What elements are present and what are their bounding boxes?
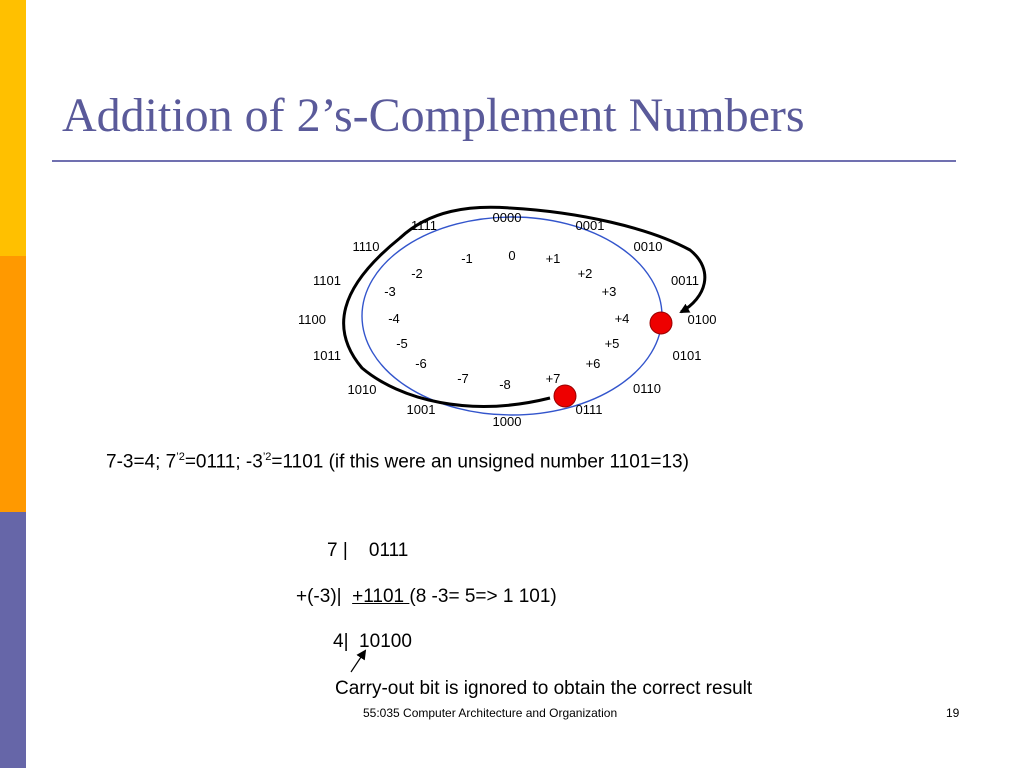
wheel-code-label-10: 1010 [347,382,377,397]
wheel-value-label-14: -2 [411,266,423,281]
calc-row-3: 4| 10100 [333,631,412,652]
wheel-code-label-6: 0110 [633,381,661,396]
wheel-code-label-12: 1100 [298,312,326,327]
wheel-value-label-3: +3 [601,284,617,299]
carry-note: Carry-out bit is ignored to obtain the correct result [335,678,753,699]
slide-title: Addition of 2’s-Complement Numbers [62,89,805,142]
footer-course: 55:035 Computer Architecture and Organization [363,706,618,720]
wheel-value-label-9: -7 [457,371,469,386]
wheel-value-label-12: -4 [388,311,400,326]
wheel-value-label-13: -3 [384,284,396,299]
wheel-code-label-3: 0011 [671,273,699,288]
wheel-value-label-7: +7 [545,371,561,386]
wheel-code-label-0: 0000 [492,210,522,225]
wheel-code-label-5: 0101 [672,348,702,363]
wheel-code-label-9: 1001 [406,402,436,417]
result-marker [650,312,672,334]
wheel-code-label-4: 0100 [687,312,717,327]
calc-row-2-addend: +1101 [352,586,410,607]
start-marker [554,385,576,407]
footer-page-number: 19 [946,706,960,720]
calc-row-1: 7 | 0111 [327,540,409,561]
eq-text-3: =1101 (if this were an unsigned number 1101=13) [271,451,689,473]
eq-text-1: 7-3=4; 7 [106,451,177,473]
eq-sup-2: ’2 [262,451,272,463]
wheel-code-label-1: 0001 [575,218,605,233]
wheel-code-label-8: 1000 [492,414,522,429]
wheel-code-label-13: 1101 [313,273,341,288]
equation-line [106,451,689,473]
calc-row-2-suffix: (8 -3= 5=> 1 101) [409,586,557,607]
wheel-value-label-0: 0 [508,248,516,263]
wheel-code-label-15: 1111 [410,218,438,233]
wheel-value-label-4: +4 [614,311,630,326]
wheel-code-label-14: 1110 [352,239,380,254]
eq-sup-1: ’2 [176,451,185,463]
wheel-code-label-7: 0111 [575,402,603,417]
eq-text-2: =0111; -3 [184,451,263,473]
wheel-value-label-1: +1 [545,251,561,266]
wheel-value-label-2: +2 [577,266,593,281]
add-seven-arrow [344,207,705,406]
wheel-value-label-8: -8 [499,377,511,392]
wheel-value-label-6: +6 [585,356,601,371]
calc-row-2 [296,586,557,608]
carry-pointer [351,651,365,672]
wheel-value-label-15: -1 [461,251,473,266]
wheel-code-label-11: 1011 [313,348,341,363]
wheel-value-label-5: +5 [604,336,620,351]
wheel-value-label-10: -6 [415,356,427,371]
calc-row-2-prefix: +(-3)| [296,586,353,607]
wheel-value-label-11: -5 [396,336,408,351]
wheel-code-label-2: 0010 [633,239,663,254]
